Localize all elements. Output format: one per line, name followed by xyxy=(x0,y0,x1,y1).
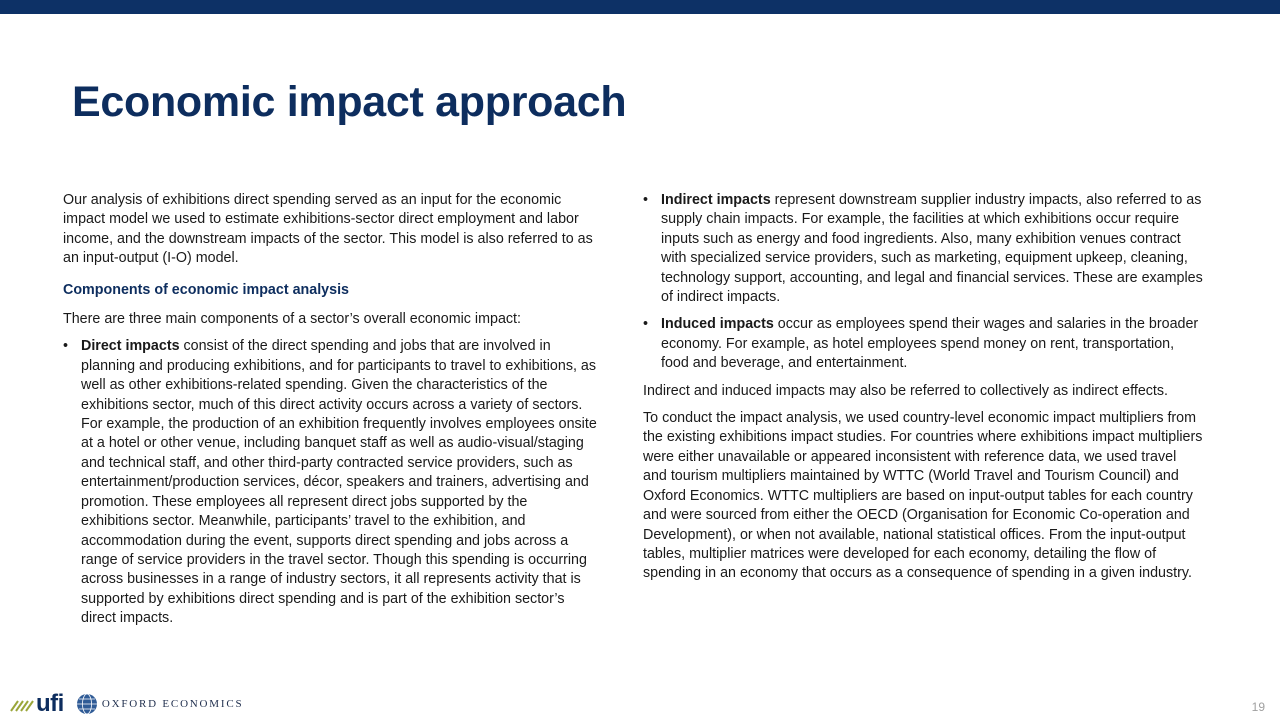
page-number: 19 xyxy=(1251,700,1265,714)
oxford-logo-text: OXFORD ECONOMICS xyxy=(101,698,244,710)
ufi-logo xyxy=(10,690,64,718)
oxford-economics-logo xyxy=(76,693,244,715)
intro-paragraph: Our analysis of exhibitions direct spending served as an input for the economic impact model we used to estimate exhibitions-sector direct employment and labor income, and the downstream impacts of the sector. This model is also referred to as an input-output (I-O) model. xyxy=(63,192,593,267)
list-item-indirect-impacts xyxy=(643,191,1203,307)
top-accent-bar xyxy=(0,0,1280,14)
components-intro: There are three main components of a sector’s overall economic impact: xyxy=(63,311,521,328)
direct-impacts-text: consist of the direct spending and jobs that are involved in planning and producing exhibitions, and for participants to travel to exhibitions, as well as other exhibitions-related spending. Given the characteristics of the exhibitions sector, much of this direct activity occurs across a variety of sectors. For example, the production of an exhibition frequently involves employees onsite at a hotel or other venue, including banquet staff as well as audio-visual/staging and technical staff, and other third-party contracted service providers, such as entertainment/production services, décor, speakers and trainers, advertising and promotion. These employees all represent direct jobs supported by the exhibitions sector. Meanwhile, participants’ travel to the exhibition, and accommodation during the event, supports direct spending and jobs across a range of service providers in the travel sector. Though this spending is occurring across businesses in a range of industry sectors, it all represents activity that is supported by exhibitions direct spending and is part of the exhibition sector’s direct impacts. xyxy=(81,338,597,627)
list-item-direct-impacts xyxy=(63,337,598,628)
methodology-paragraph: To conduct the impact analysis, we used country-level economic impact multipliers from the existing exhibitions impact studies. For countries where exhibitions impact multipliers were either unavailable or appeared inconsistent with reference data, we used travel and tourism multipliers maintained by WTTC (World Travel and Tourism Council) and Oxford Economics. WTTC multipliers are based on input-output tables for each country and were sourced from either the OECD (Organisation for Economic Co-operation and Development), or when not available, national statistical offices. From the input-output tables, multiplier matrices were developed for each economy, detailing the flow of spending in an economy that occurs as a consequence of spending in a given industry. xyxy=(643,410,1203,582)
left-column xyxy=(63,191,598,637)
bullet: • xyxy=(643,192,649,208)
ufi-logo-text: ufi xyxy=(36,690,64,717)
induced-impacts-term: Induced impacts xyxy=(661,316,774,333)
oxford-globe-logo-icon xyxy=(76,693,98,715)
ufi-stripes-logo-icon xyxy=(10,696,34,712)
indirect-effects-paragraph: Indirect and induced impacts may also be referred to collectively as indirect effects. xyxy=(643,382,1169,399)
right-column xyxy=(643,191,1203,592)
footer-logos xyxy=(10,690,243,718)
components-subheading: Components of economic impact analysis xyxy=(63,281,350,298)
indirect-impacts-text: represent downstream supplier industry impacts, also referred to as supply chain impacts. For example, the facilities at which exhibitions occur require inputs such as energy and food ingredients. Also, many exhibition venues contract with specialized service providers, such as marketing, equipment upkeep, cleaning, technology support, accounting, and legal and financial services. These are examples of indirect impacts. xyxy=(661,192,1203,306)
list-item-induced-impacts xyxy=(643,315,1203,373)
bullet: • xyxy=(643,316,649,333)
bullet: • xyxy=(63,338,69,355)
components-list-continued xyxy=(643,191,1203,374)
components-list xyxy=(63,337,598,628)
page-title: Economic impact approach xyxy=(72,78,627,126)
indirect-impacts-term: Indirect impacts xyxy=(661,192,771,208)
direct-impacts-term: Direct impacts xyxy=(81,338,180,355)
induced-impacts-text: occur as employees spend their wages and salaries in the broader economy. For example, as hotel employees spend money on rent, transportation, food and beverage, and entertainment. xyxy=(661,316,1199,372)
